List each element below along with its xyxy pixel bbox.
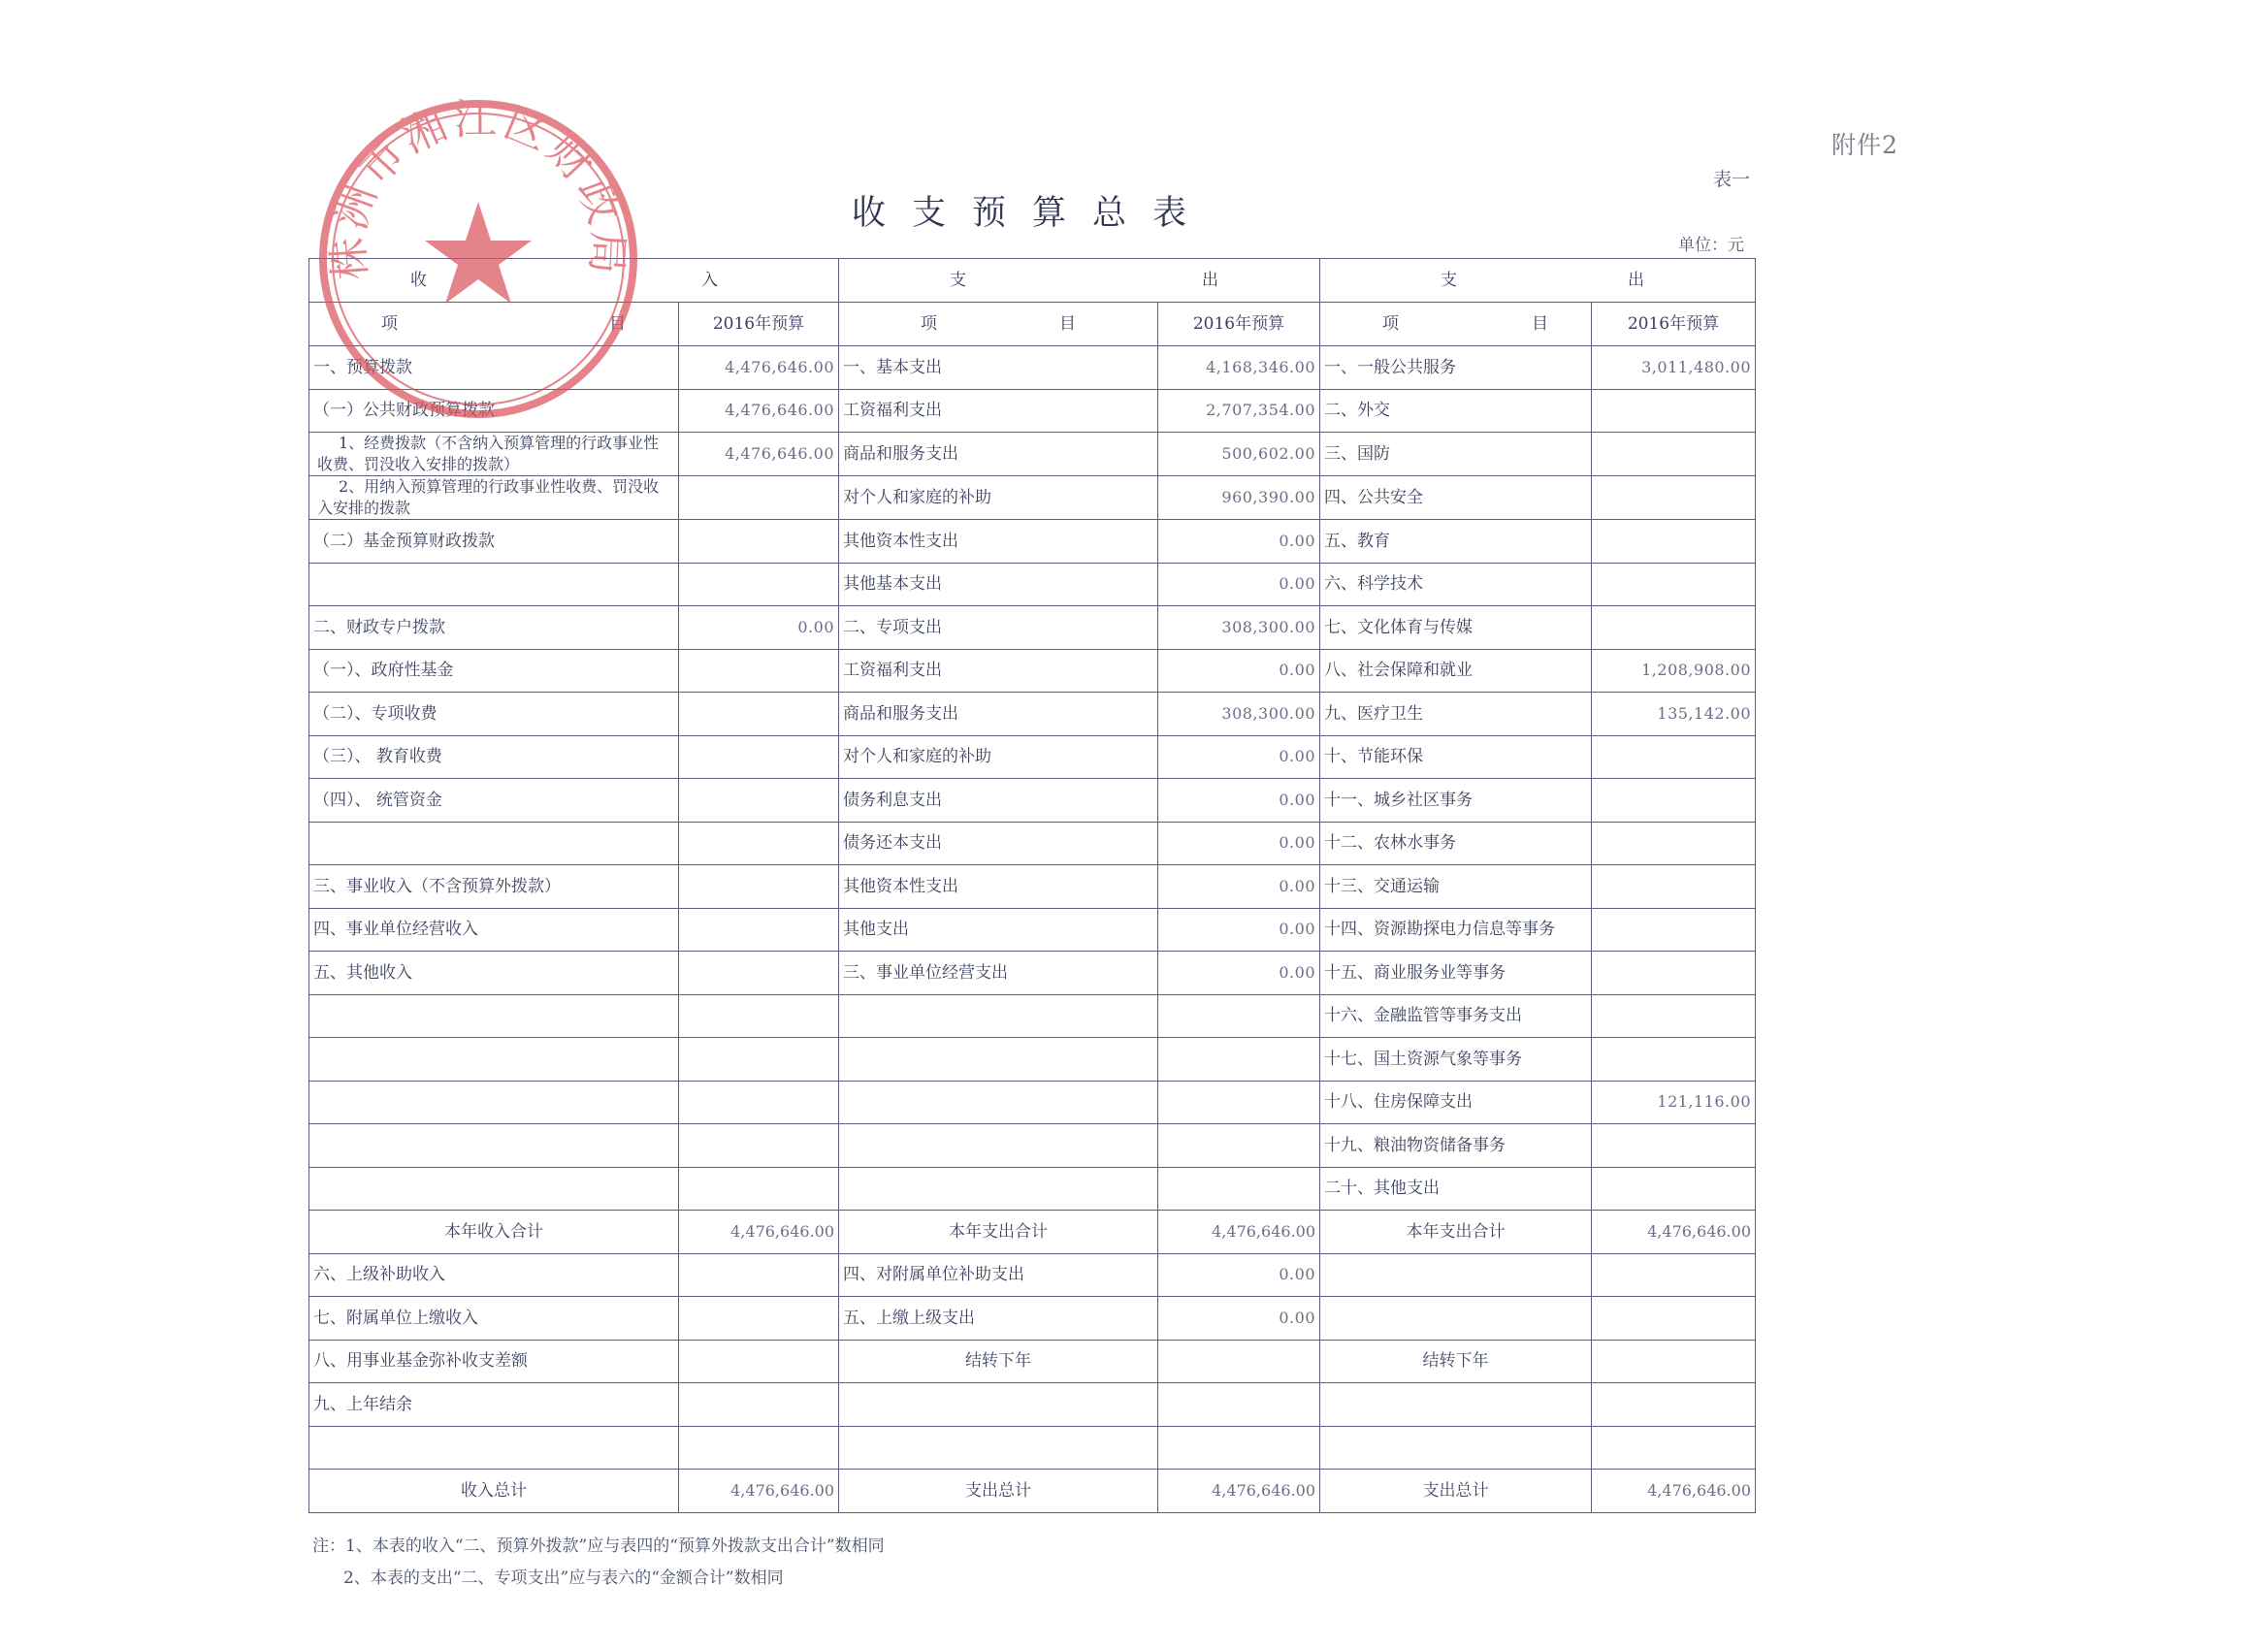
table-cell [309, 1426, 679, 1470]
table-row [309, 822, 1756, 865]
table-cell [1158, 1383, 1320, 1427]
table-cell: 308,300.00 [1158, 693, 1320, 736]
table-cell [839, 1124, 1158, 1168]
table-cell: 其他基本支出 [839, 563, 1158, 606]
income-header-char1: 收 [410, 271, 427, 290]
table-cell [679, 822, 839, 865]
table-row [309, 865, 1756, 909]
table-cell [1592, 606, 1756, 650]
table-row [309, 1038, 1756, 1082]
table-cell [309, 1081, 679, 1124]
table-cell: 九、医疗卫生 [1320, 693, 1592, 736]
item-header-char2: 目 [1059, 314, 1076, 334]
table-cell: （三）、 教育收费 [309, 735, 679, 779]
table-cell [679, 520, 839, 564]
table-cell: 八、用事业基金弥补收支差额 [309, 1340, 679, 1383]
table-cell [1158, 994, 1320, 1038]
expense-item-header [839, 303, 1158, 346]
table-cell [679, 1124, 839, 1168]
table-row [309, 1124, 1756, 1168]
table-row [309, 520, 1756, 564]
budget-table [308, 258, 1756, 1513]
table-cell: 十二、农林水事务 [1320, 822, 1592, 865]
table-cell [839, 994, 1158, 1038]
table-cell [679, 865, 839, 909]
table-cell: 3,011,480.00 [1592, 346, 1756, 390]
table-cell [1158, 1426, 1320, 1470]
table-cell: 五、教育 [1320, 520, 1592, 564]
table-cell: 0.00 [1158, 865, 1320, 909]
table-cell [1592, 908, 1756, 952]
table-cell: 十、节能环保 [1320, 735, 1592, 779]
table-cell [1592, 952, 1756, 995]
table-cell: 2,707,354.00 [1158, 389, 1320, 433]
table-cell: 五、上缴上级支出 [839, 1297, 1158, 1341]
table-cell [1592, 865, 1756, 909]
table-cell: 八、社会保障和就业 [1320, 649, 1592, 693]
table-cell [1158, 1038, 1320, 1082]
table-cell [1592, 1340, 1756, 1383]
table-cell: 债务还本支出 [839, 822, 1158, 865]
table-cell: 135,142.00 [1592, 693, 1756, 736]
table-cell: 一、基本支出 [839, 346, 1158, 390]
table-cell: 四、公共安全 [1320, 476, 1592, 520]
table-row [309, 1081, 1756, 1124]
table-row [309, 693, 1756, 736]
table-cell [1592, 1383, 1756, 1427]
table-cell [679, 908, 839, 952]
table-cell: 500,602.00 [1158, 433, 1320, 476]
total-row [309, 1211, 1756, 1254]
table-row [309, 606, 1756, 650]
table-row [309, 1253, 1756, 1297]
table-cell: 三、事业单位经营支出 [839, 952, 1158, 995]
table-cell: （二）、专项收费 [309, 693, 679, 736]
expense-header-char1: 支 [950, 271, 966, 290]
table-row [309, 563, 1756, 606]
table-cell: 三、国防 [1320, 433, 1592, 476]
table-cell: 六、上级补助收入 [309, 1253, 679, 1297]
note-1: 注：1、本表的收入“二、预算外拨款”应与表四的“预算外拨款支出合计”数相同 [312, 1536, 885, 1556]
table-cell [309, 1038, 679, 1082]
table-cell: 商品和服务支出 [839, 693, 1158, 736]
table-cell: 债务利息支出 [839, 779, 1158, 823]
table-cell: 0.00 [1158, 735, 1320, 779]
table-cell: 4,476,646.00 [1158, 1470, 1320, 1513]
table-cell [1158, 1340, 1320, 1383]
table-cell: （一）公共财政预算拨款 [309, 389, 679, 433]
table-row [309, 1297, 1756, 1341]
item-header-char1: 项 [1382, 314, 1399, 334]
table-cell [1158, 1124, 1320, 1168]
table-cell: 0.00 [1158, 563, 1320, 606]
table-cell: 支出总计 [1320, 1470, 1592, 1513]
table-cell [1158, 1081, 1320, 1124]
table-cell: 七、附属单位上缴收入 [309, 1297, 679, 1341]
table-cell: 结转下年 [839, 1340, 1158, 1383]
table-cell: 960,390.00 [1158, 476, 1320, 520]
table-cell [1320, 1253, 1592, 1297]
table-cell: 十四、资源勘探电力信息等事务 [1320, 908, 1592, 952]
table-cell [679, 649, 839, 693]
table-cell [679, 735, 839, 779]
table-cell [679, 476, 839, 520]
table-cell [1592, 1297, 1756, 1341]
table-cell: （四）、 统管资金 [309, 779, 679, 823]
table-cell: 本年收入合计 [309, 1211, 679, 1254]
table-cell: 十一、城乡社区事务 [1320, 779, 1592, 823]
table-cell: 对个人和家庭的补助 [839, 476, 1158, 520]
seal-text: 株洲市湘江区财政局 [323, 94, 632, 282]
table-cell: 结转下年 [1320, 1340, 1592, 1383]
table-cell [839, 1167, 1158, 1211]
table-row [309, 433, 1756, 476]
table-cell: 二、外交 [1320, 389, 1592, 433]
table-cell [679, 952, 839, 995]
table-cell: 十九、粮油物资储备事务 [1320, 1124, 1592, 1168]
table-cell: 0.00 [1158, 1253, 1320, 1297]
table-cell: 0.00 [1158, 822, 1320, 865]
table-cell: 本年支出合计 [1320, 1211, 1592, 1254]
table-cell: 0.00 [1158, 779, 1320, 823]
table-cell: 4,476,646.00 [1592, 1470, 1756, 1513]
attachment-label: 附件2 [1831, 131, 1898, 159]
table-cell [1592, 1124, 1756, 1168]
table-cell [679, 563, 839, 606]
table-cell [679, 1038, 839, 1082]
table-cell: 一、一般公共服务 [1320, 346, 1592, 390]
table-cell [1320, 1297, 1592, 1341]
total-row [309, 1470, 1756, 1513]
table-cell [1592, 1426, 1756, 1470]
notes [312, 1531, 885, 1595]
table-cell: 4,476,646.00 [679, 1211, 839, 1254]
table-cell [1592, 735, 1756, 779]
table-cell [839, 1038, 1158, 1082]
table-cell: 工资福利支出 [839, 649, 1158, 693]
expense-group-header [839, 259, 1320, 303]
table-cell: （一）、政府性基金 [309, 649, 679, 693]
table-cell: 本年支出合计 [839, 1211, 1158, 1254]
table-cell [679, 693, 839, 736]
table-cell: 其他资本性支出 [839, 865, 1158, 909]
page-title: 收支预算总表 [852, 194, 1214, 233]
table-cell [1592, 1038, 1756, 1082]
table-cell: 二十、其他支出 [1320, 1167, 1592, 1211]
table-cell: 4,168,346.00 [1158, 346, 1320, 390]
table-cell [1158, 1167, 1320, 1211]
table-cell: 十三、交通运输 [1320, 865, 1592, 909]
table-cell: 0.00 [1158, 952, 1320, 995]
table-row [309, 476, 1756, 520]
table-cell: 4,476,646.00 [679, 433, 839, 476]
table-cell: 二、财政专户拨款 [309, 606, 679, 650]
table-cell: 1,208,908.00 [1592, 649, 1756, 693]
table-row [309, 735, 1756, 779]
table-cell: 七、文化体育与传媒 [1320, 606, 1592, 650]
table-cell: 1、经费拨款（不含纳入预算管理的行政事业性收费、罚没收入安排的拨款） [309, 433, 679, 476]
table-cell [1592, 563, 1756, 606]
table-cell: （二）基金预算财政拨款 [309, 520, 679, 564]
expense-header-char2: 出 [1202, 271, 1218, 290]
table-cell [309, 822, 679, 865]
unit-label: 单位：元 [1678, 236, 1744, 255]
table-number: 表一 [1713, 169, 1751, 190]
table-cell: 收入总计 [309, 1470, 679, 1513]
table-cell [679, 994, 839, 1038]
table-cell: 2、用纳入预算管理的行政事业性收费、罚没收入安排的拨款 [309, 476, 679, 520]
table-cell [679, 1297, 839, 1341]
item-header-char1: 项 [921, 314, 937, 334]
table-cell: 4,476,646.00 [679, 389, 839, 433]
table-cell [309, 994, 679, 1038]
budget-table-body [309, 259, 1756, 1513]
table-cell [679, 1383, 839, 1427]
table-cell: 四、对附属单位补助支出 [839, 1253, 1158, 1297]
table-cell: 十七、国土资源气象等事务 [1320, 1038, 1592, 1082]
table-cell: 工资福利支出 [839, 389, 1158, 433]
table-cell: 二、专项支出 [839, 606, 1158, 650]
table-cell [679, 1340, 839, 1383]
table-cell: 其他资本性支出 [839, 520, 1158, 564]
table-cell [679, 1167, 839, 1211]
table-cell [309, 1124, 679, 1168]
note-2: 2、本表的支出“二、专项支出”应与表六的“金额合计”数相同 [343, 1568, 784, 1588]
table-row [309, 649, 1756, 693]
expense-func-header-char2: 出 [1628, 271, 1644, 290]
table-cell: 六、科学技术 [1320, 563, 1592, 606]
table-cell: 121,116.00 [1592, 1081, 1756, 1124]
table-cell: 十五、商业服务业等事务 [1320, 952, 1592, 995]
table-cell: 4,476,646.00 [1592, 1211, 1756, 1254]
table-cell [839, 1383, 1158, 1427]
table-cell [679, 1253, 839, 1297]
table-cell: 商品和服务支出 [839, 433, 1158, 476]
table-row [309, 1426, 1756, 1470]
func-item-header [1320, 303, 1592, 346]
table-cell: 4,476,646.00 [1158, 1211, 1320, 1254]
table-cell [1592, 822, 1756, 865]
table-row [309, 1383, 1756, 1427]
table-cell: 对个人和家庭的补助 [839, 735, 1158, 779]
expense-budget-header: 2016年预算 [1158, 303, 1320, 346]
table-row [309, 779, 1756, 823]
table-cell [1592, 389, 1756, 433]
table-cell: 0.00 [1158, 908, 1320, 952]
item-header-char2: 目 [609, 314, 626, 334]
table-cell: 其他支出 [839, 908, 1158, 952]
table-cell: 一、预算拨款 [309, 346, 679, 390]
table-cell: 0.00 [1158, 649, 1320, 693]
table-cell [1592, 779, 1756, 823]
func-budget-header: 2016年预算 [1592, 303, 1756, 346]
table-cell [679, 1081, 839, 1124]
table-cell [1592, 994, 1756, 1038]
table-cell: 0.00 [679, 606, 839, 650]
table-cell [309, 563, 679, 606]
expense-func-header-char1: 支 [1441, 271, 1457, 290]
table-cell: 五、其他收入 [309, 952, 679, 995]
table-row [309, 952, 1756, 995]
table-cell: 支出总计 [839, 1470, 1158, 1513]
table-cell: 4,476,646.00 [679, 346, 839, 390]
table-cell [1592, 1167, 1756, 1211]
table-cell: 四、事业单位经营收入 [309, 908, 679, 952]
table-cell [679, 779, 839, 823]
table-row [309, 1340, 1756, 1383]
official-seal-stamp [312, 93, 644, 425]
table-row [309, 994, 1756, 1038]
expense-func-group-header [1320, 259, 1756, 303]
table-cell [1320, 1426, 1592, 1470]
table-row [309, 908, 1756, 952]
table-cell: 0.00 [1158, 520, 1320, 564]
table-cell [309, 1167, 679, 1211]
table-cell [1592, 1253, 1756, 1297]
table-cell: 十八、住房保障支出 [1320, 1081, 1592, 1124]
table-row [309, 1167, 1756, 1211]
table-cell [1592, 433, 1756, 476]
table-cell: 三、事业收入（不含预算外拨款） [309, 865, 679, 909]
table-cell: 308,300.00 [1158, 606, 1320, 650]
table-cell: 0.00 [1158, 1297, 1320, 1341]
table-cell: 九、上年结余 [309, 1383, 679, 1427]
item-header-char1: 项 [381, 314, 398, 334]
income-header-char2: 入 [701, 271, 718, 290]
income-budget-header: 2016年预算 [679, 303, 839, 346]
table-cell [679, 1426, 839, 1470]
table-cell: 4,476,646.00 [679, 1470, 839, 1513]
table-cell [839, 1426, 1158, 1470]
table-cell [1592, 520, 1756, 564]
table-cell: 十六、金融监管等事务支出 [1320, 994, 1592, 1038]
table-cell [839, 1081, 1158, 1124]
item-header-char2: 目 [1532, 314, 1548, 334]
table-cell [1320, 1383, 1592, 1427]
table-cell [1592, 476, 1756, 520]
